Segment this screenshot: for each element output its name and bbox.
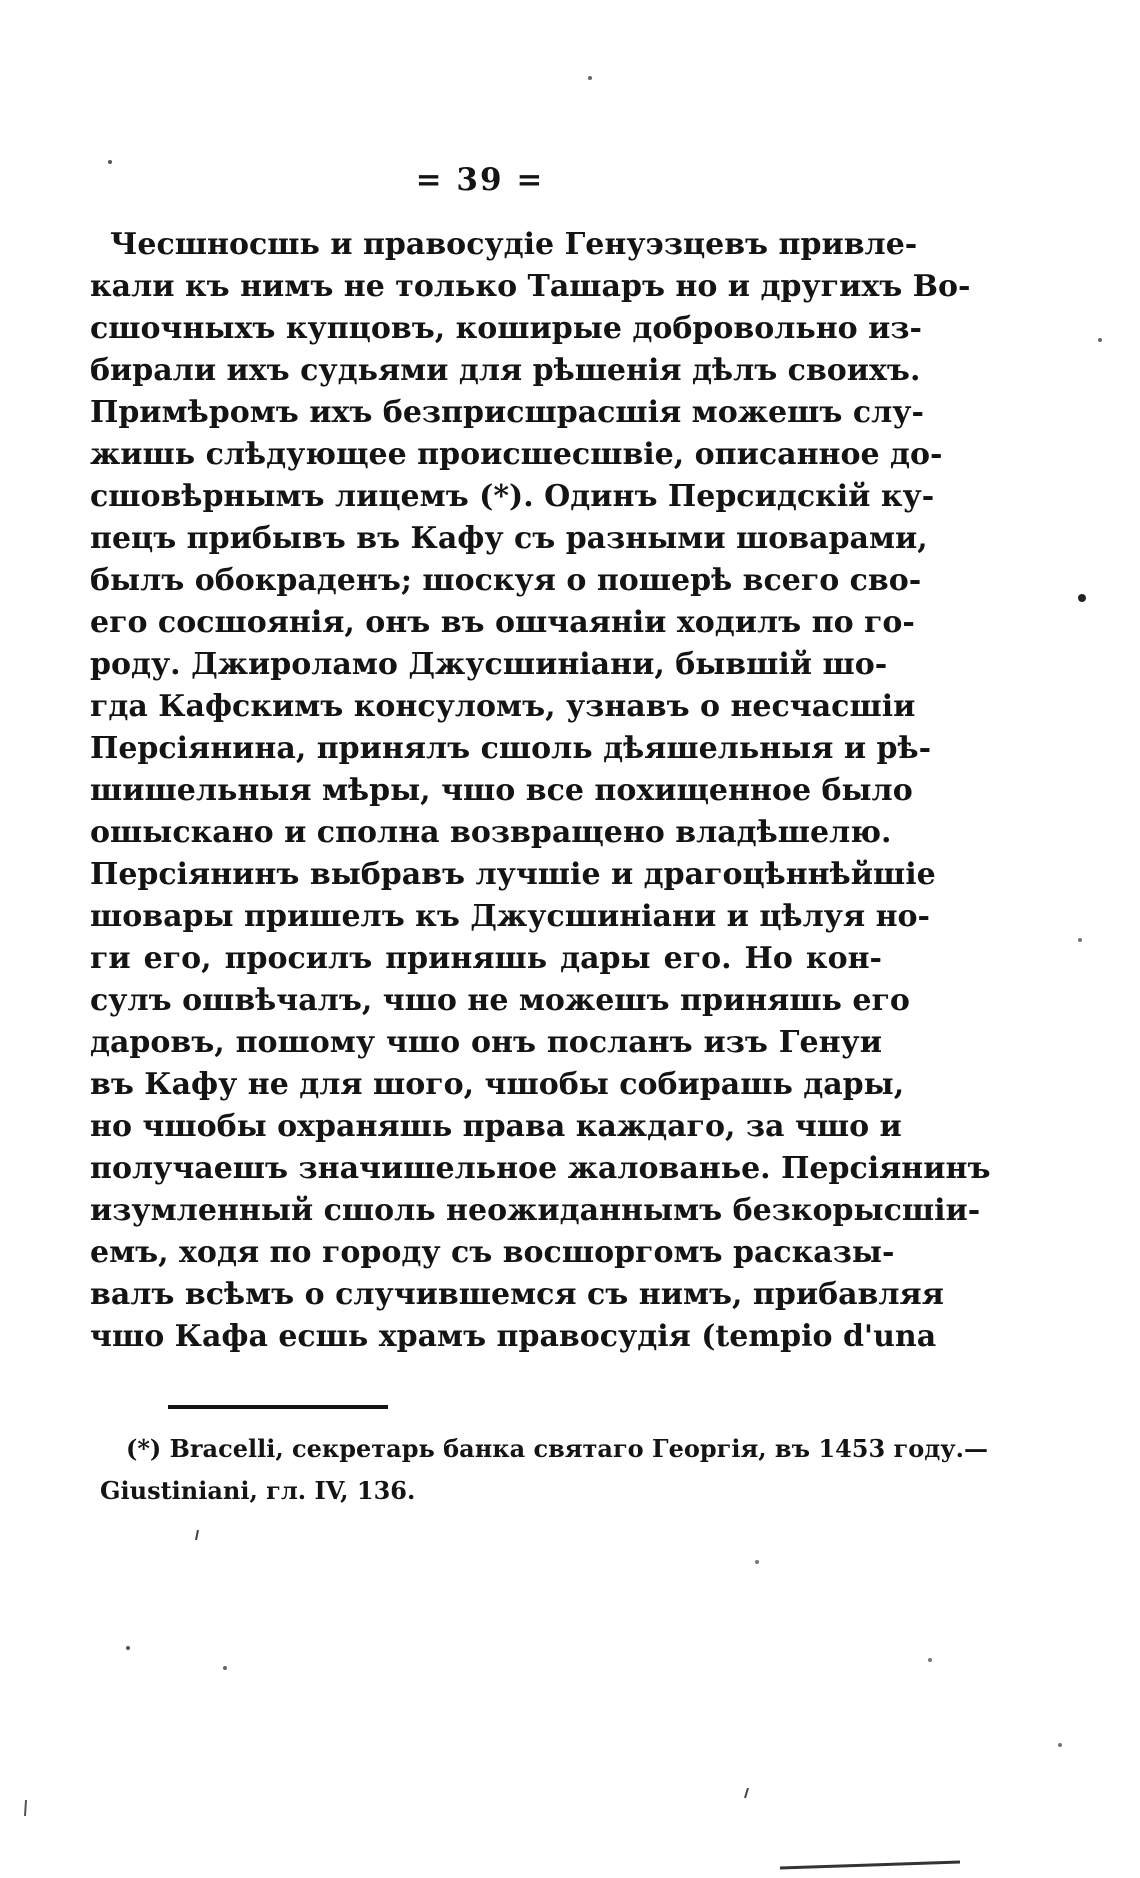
text-line: сшочныхъ купцовъ, коширые добровольно из- (90, 311, 922, 346)
text-line: Персіянинъ выбравъ лучшіе и драгоцѣннѣйшіе (90, 857, 936, 892)
text-line: гда Кафскимъ консуломъ, узнавъ о несчасшіи (90, 689, 916, 724)
text-line: Чесшносшь и правосудіе Генуэзцевъ привле- (110, 227, 918, 262)
text-line: сулъ ошвѣчалъ, чшо не можешъ приняшь его (90, 983, 910, 1018)
text-line: пецъ прибывъ въ Кафу съ разными шоварами, (90, 521, 928, 556)
text-line: Персіянина, принялъ сшоль дѣяшельныя и рѣ- (90, 731, 932, 766)
text-line: роду. Джироламо Джусшиніани, бывшій шо- (90, 647, 888, 682)
text-line: шовары пришелъ къ Джусшиніани и цѣлуя но- (90, 899, 930, 934)
text-line: его сосшоянія, онъ въ ошчаяніи ходилъ по го- (90, 605, 915, 640)
text-line: ошыскано и сполна возвращено владѣшелю. (90, 815, 892, 850)
text-line: получаешъ значишельное жалованье. Персіянинъ (90, 1151, 991, 1186)
text-line: былъ обокраденъ; шоскуя о пошерѣ всего сво- (90, 563, 922, 598)
footnote-line: (*) Bracelli, секретарь банка святаго Георгія, въ 1453 году.— (126, 1434, 988, 1463)
page-number: = 39 = (415, 162, 545, 198)
text-line: изумленный сшоль неожиданнымъ безкорысшіи- (90, 1193, 981, 1228)
text-line: шишельныя мѣры, чшо все похищенное было (90, 773, 913, 808)
text-line: въ Кафу не для шого, чшобы собирашь дары, (90, 1067, 905, 1102)
text-line: сшовѣрнымъ лицемъ (*). Одинъ Персидскій ку- (90, 479, 935, 514)
text-line: чшо Кафа есшь храмъ правосудія (tempio d'una (90, 1319, 937, 1354)
text-line: даровъ, пошому чшо онъ посланъ изъ Генуи (90, 1025, 882, 1060)
text-line: емъ, ходя по городу съ восшоргомъ расказы- (90, 1235, 895, 1270)
text-line: ги его, просилъ приняшь дары его. Но кон- (90, 941, 882, 976)
footnote-line: Giustiniani, гл. IV, 136. (100, 1476, 416, 1505)
text-line: жишь слѣдующее происшесшвіе, описанное до- (90, 437, 943, 472)
text-line: но чшобы охраняшь права каждаго, за чшо и (90, 1109, 902, 1144)
text-line: бирали ихъ судьями для рѣшенія дѣлъ своихъ. (90, 353, 921, 388)
text-line: Примѣромъ ихъ безприсшрасшія можешъ слу- (90, 395, 924, 430)
text-line: кали къ нимъ не только Ташаръ но и другихъ Во- (90, 269, 971, 304)
text-line: валъ всѣмъ о случившемся съ нимъ, прибавляя (90, 1277, 944, 1312)
